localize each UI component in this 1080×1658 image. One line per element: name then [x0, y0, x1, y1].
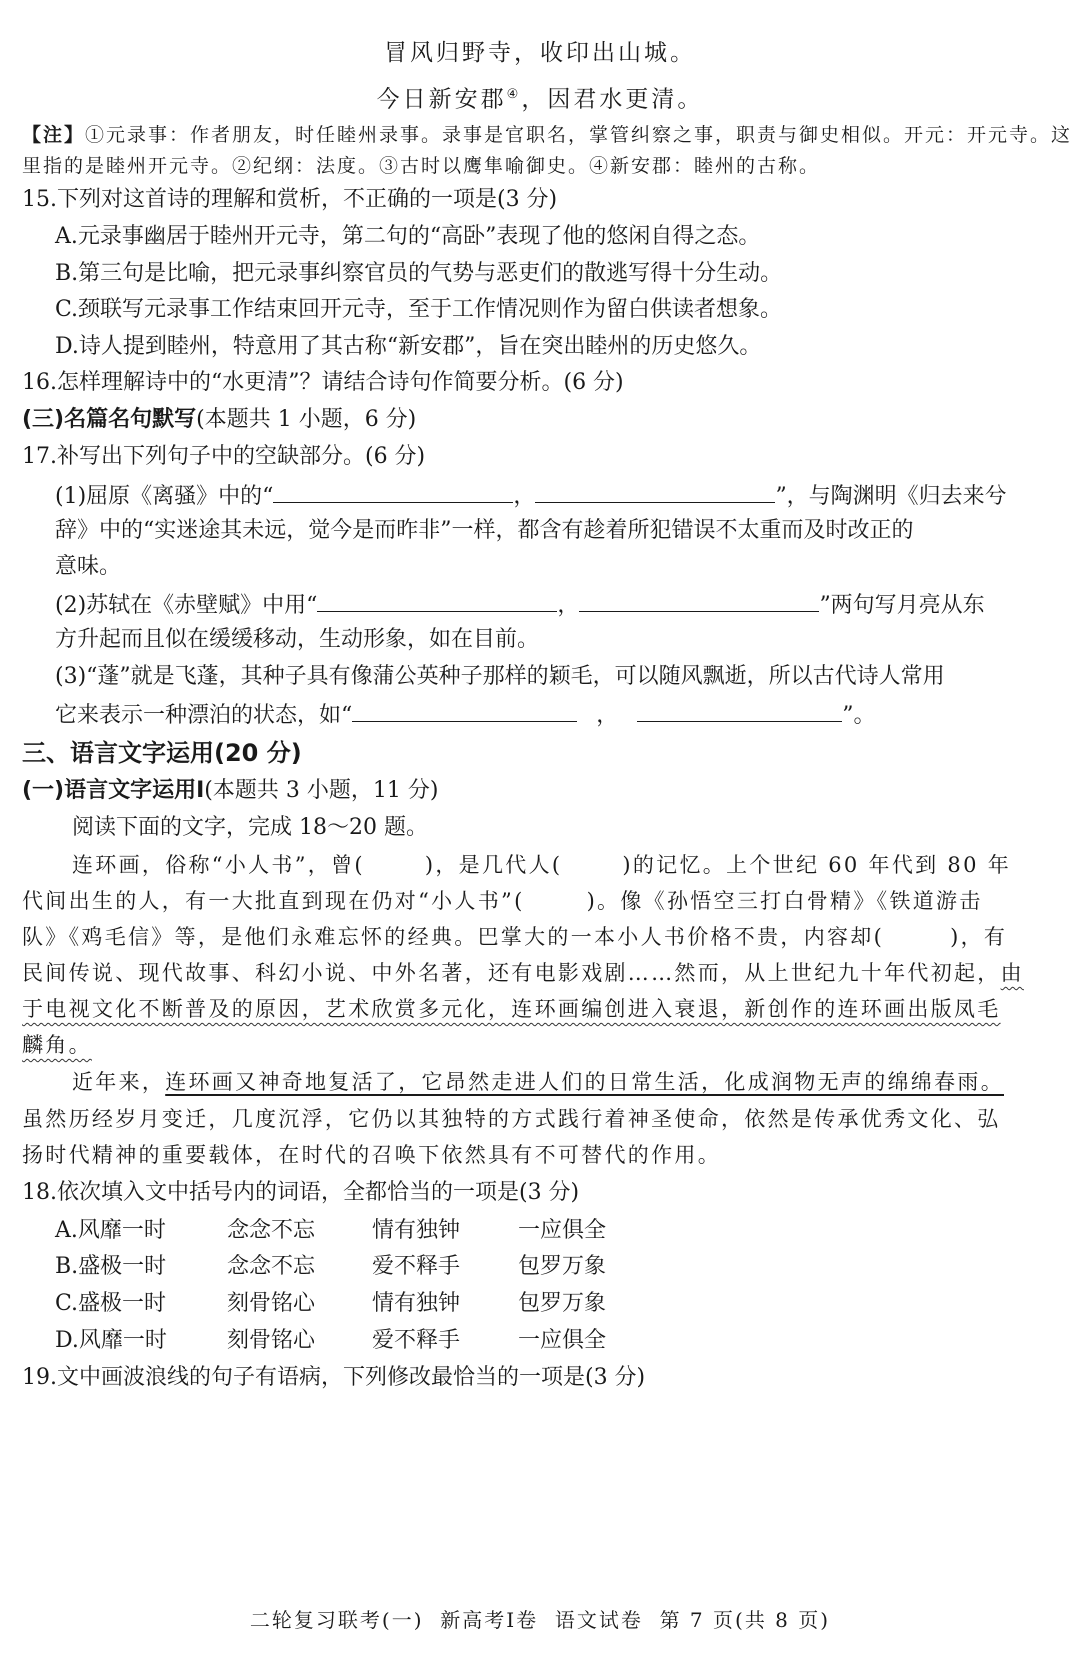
footnote-marker: ④	[506, 87, 522, 102]
q15-option-b-text: B.第三句是比喻，把元录事纠察官员的气势与恶吏们的散逃写得十分生动。	[55, 261, 783, 286]
poem-line-2-text-a: 今日新安郡	[376, 86, 507, 113]
page-footer-text: 二轮复习联考(一) 新高考Ⅰ卷 语文试卷 第 7 页(共 8 页)	[249, 1608, 831, 1632]
passage-line-9	[22, 1140, 721, 1170]
part-3-heading	[22, 738, 302, 768]
subsection-1-meta: (本题共 3 小题，11 分)	[204, 778, 439, 803]
q16-stem	[22, 368, 624, 398]
section-3-title: (三)名篇名句默写	[22, 407, 197, 432]
q15-option-c	[55, 295, 782, 325]
q18-option-a	[55, 1216, 606, 1246]
wavy-sentence-part-3: 麟角。	[22, 1033, 92, 1057]
passage-l1-b: )，是几代人(	[424, 853, 563, 877]
note-text-2: 里指的是睦州开元寺。②纪纲：法度。③古时以鹰隼喻御史。④新安郡：睦州的古称。	[22, 155, 821, 177]
q17-part1-line1	[55, 480, 1007, 512]
q17-part2-text-b: ”两句写月亮从东	[819, 593, 985, 618]
q17-blank-3[interactable]	[317, 589, 557, 612]
q17-part1-line2	[55, 516, 914, 546]
q18-option-c	[55, 1289, 606, 1319]
q15-stem-text: 15.下列对这首诗的理解和赏析，不正确的一项是(3 分)	[22, 187, 558, 212]
passage-l1-c: )的记忆。上个世纪 60 年代到 80 年	[622, 853, 1012, 877]
q18-d-word-4: 一应俱全	[518, 1328, 607, 1353]
note-label: 【注】	[22, 124, 86, 146]
passage-l7-a: 近年来，	[72, 1070, 166, 1094]
q17-part2-text-a: (2)苏轼在《赤壁赋》中用“	[55, 593, 318, 618]
q18-b-word-1: B.盛极一时	[55, 1254, 167, 1279]
poem-line-1-text: 冒风归野寺，收印出山城。	[384, 40, 696, 66]
q15-option-b	[55, 259, 782, 289]
q16-stem-text: 16.怎样理解诗中的“水更清”？请结合诗句作简要分析。(6 分)	[22, 370, 624, 395]
passage-line-1	[72, 850, 1011, 880]
q17-part1-sep: ，	[513, 484, 536, 509]
poem-line-1	[0, 38, 1080, 68]
q19-stem-text: 19.文中画波浪线的句子有语病，下列修改最恰当的一项是(3 分)	[22, 1365, 646, 1390]
passage-l3-b: )，有	[950, 925, 1008, 949]
q17-stem	[22, 442, 425, 472]
note-text-1: ①元录事：作者朋友，时任睦州录事。录事是官职名，掌管纠察之事，职责与御史相似。开元：开元寺。这	[85, 124, 1073, 146]
q15-option-a	[55, 222, 760, 252]
q17-part2-line1	[55, 589, 985, 621]
q17-part1-text-line3: 意味。	[55, 554, 122, 579]
q18-c-word-4: 包罗万象	[518, 1291, 607, 1316]
subsection-1-title: (一)语言文字运用Ⅰ	[22, 778, 205, 803]
q17-blank-2[interactable]	[535, 480, 775, 503]
passage-line-8	[22, 1104, 1001, 1134]
reading-intro	[72, 813, 428, 843]
q17-part1-text-a: (1)屈原《离骚》中的“	[55, 484, 274, 509]
q17-blank-4[interactable]	[579, 589, 819, 612]
passage-line-2	[22, 886, 983, 916]
q18-a-word-1: A.风靡一时	[55, 1218, 166, 1243]
q15-option-c-text: C.颈联写元录事工作结束回开元寺，至于工作情况则作为留白供读者想象。	[55, 297, 783, 322]
q15-stem	[22, 185, 557, 215]
q17-stem-text: 17.补写出下列句子中的空缺部分。(6 分)	[22, 444, 426, 469]
q17-part1-text-b: ”，与陶渊明《归去来兮	[775, 484, 1007, 509]
q17-part2-text-line2: 方升起而且似在缓缓移动，生动形象，如在目前。	[55, 627, 540, 652]
q17-part3-line2	[55, 699, 876, 731]
q18-c-word-1: C.盛极一时	[55, 1291, 167, 1316]
note-line-2	[22, 151, 820, 181]
passage-line-3	[22, 922, 1007, 952]
subsection-1-heading	[22, 776, 438, 806]
q18-a-word-3: 情有独钟	[372, 1218, 461, 1243]
q18-a-word-4: 一应俱全	[518, 1218, 607, 1243]
q15-option-d	[55, 332, 761, 362]
q17-part2-sep: ，	[557, 593, 580, 618]
passage-l9: 扬时代精神的重要载体，在时代的召唤下依然具有不可替代的作用。	[22, 1143, 721, 1167]
q18-option-b	[55, 1252, 606, 1282]
q17-part3-text-b: ”。	[842, 703, 876, 728]
passage-line-6	[22, 1030, 92, 1060]
q18-d-word-2: 刻骨铭心	[227, 1328, 316, 1353]
wavy-sentence-part-1: 由	[1000, 961, 1024, 985]
passage-l3-a: 队》《鸡毛信》等，是他们永难忘怀的经典。巴掌大的一本小人书价格不贵，内容却(	[22, 925, 885, 949]
passage-l1-a: 连环画，俗称“小人书”，曾(	[72, 853, 365, 877]
poem-line-2	[0, 80, 1080, 115]
section-3-meta: (本题共 1 小题，6 分)	[196, 407, 417, 432]
q17-part3-sep: ，	[596, 703, 619, 728]
q17-part3-text-a: 它来表示一种漂泊的状态，如“	[55, 703, 353, 728]
q18-a-word-2: 念念不忘	[227, 1218, 316, 1243]
q17-part1-line3	[55, 552, 121, 582]
q15-option-d-text: D.诗人提到睦州，特意用了其古称“新安郡”，旨在突出睦州的历史悠久。	[55, 334, 762, 359]
passage-l4-a: 民间传说、现代故事、科幻小说、中外名著，还有电影戏剧……然而，从上世纪九十年代初起，	[22, 961, 1001, 985]
q15-option-a-text: A.元录事幽居于睦州开元寺，第二句的“高卧”表现了他的悠闲自得之态。	[55, 224, 761, 249]
q18-b-word-3: 爱不释手	[372, 1254, 461, 1279]
q18-b-word-4: 包罗万象	[518, 1254, 607, 1279]
passage-l2-a: 代间出生的人，有一大批直到现在仍对“小人书”(	[22, 889, 525, 913]
note-line-1	[22, 120, 1072, 150]
q18-b-word-2: 念念不忘	[227, 1254, 316, 1279]
q18-c-word-3: 情有独钟	[372, 1291, 461, 1316]
q18-stem-text: 18.依次填入文中括号内的词语，全都恰当的一项是(3 分)	[22, 1180, 580, 1205]
q18-stem	[22, 1178, 579, 1208]
q19-stem	[22, 1363, 645, 1393]
reading-intro-text: 阅读下面的文字，完成 18～20 题。	[72, 815, 428, 840]
q17-part3-text-line1: (3)“蓬”就是飞蓬，其种子具有像蒲公英种子那样的颖毛，可以随风飘逝，所以古代诗人常用	[55, 664, 945, 689]
q17-part1-text-line2: 辞》中的“实迷途其未远，觉今是而昨非”一样，都含有趁着所犯错误不太重而及时改正的	[55, 518, 914, 543]
q18-option-d	[55, 1326, 606, 1356]
wavy-sentence-part-2: 于电视文化不断普及的原因，艺术欣赏多元化，连环画编创进入衰退，新创作的连环画出版凤毛	[22, 997, 1001, 1021]
poem-line-2-text-b: ，因君水更清。	[521, 86, 704, 113]
part-3-title: 三、语言文字运用(20 分)	[22, 739, 302, 767]
passage-line-4	[22, 958, 1024, 988]
underlined-sentence: 连环画又神奇地复活了，它昂然走进人们的日常生活，化成润物无声的绵绵春雨。	[165, 1070, 1004, 1094]
q17-blank-6[interactable]	[637, 699, 842, 722]
q18-d-word-3: 爱不释手	[372, 1328, 461, 1353]
passage-line-5	[22, 994, 1001, 1024]
q18-c-word-2: 刻骨铭心	[227, 1291, 316, 1316]
q18-d-word-1: D.风靡一时	[55, 1328, 167, 1353]
section-3-heading	[22, 405, 416, 435]
passage-l8: 虽然历经岁月变迁，几度沉浮，它仍以其独特的方式践行着神圣使命，依然是传承优秀文化、弘	[22, 1107, 1001, 1131]
q17-part3-line1	[55, 662, 945, 692]
passage-l2-b: )。像《孙悟空三打白骨精》《铁道游击	[586, 889, 983, 913]
q17-blank-5[interactable]	[352, 699, 577, 722]
q17-part2-line2	[55, 625, 539, 655]
passage-line-7	[72, 1067, 1004, 1097]
page-footer	[0, 1605, 1080, 1635]
q17-blank-1[interactable]	[273, 480, 513, 503]
